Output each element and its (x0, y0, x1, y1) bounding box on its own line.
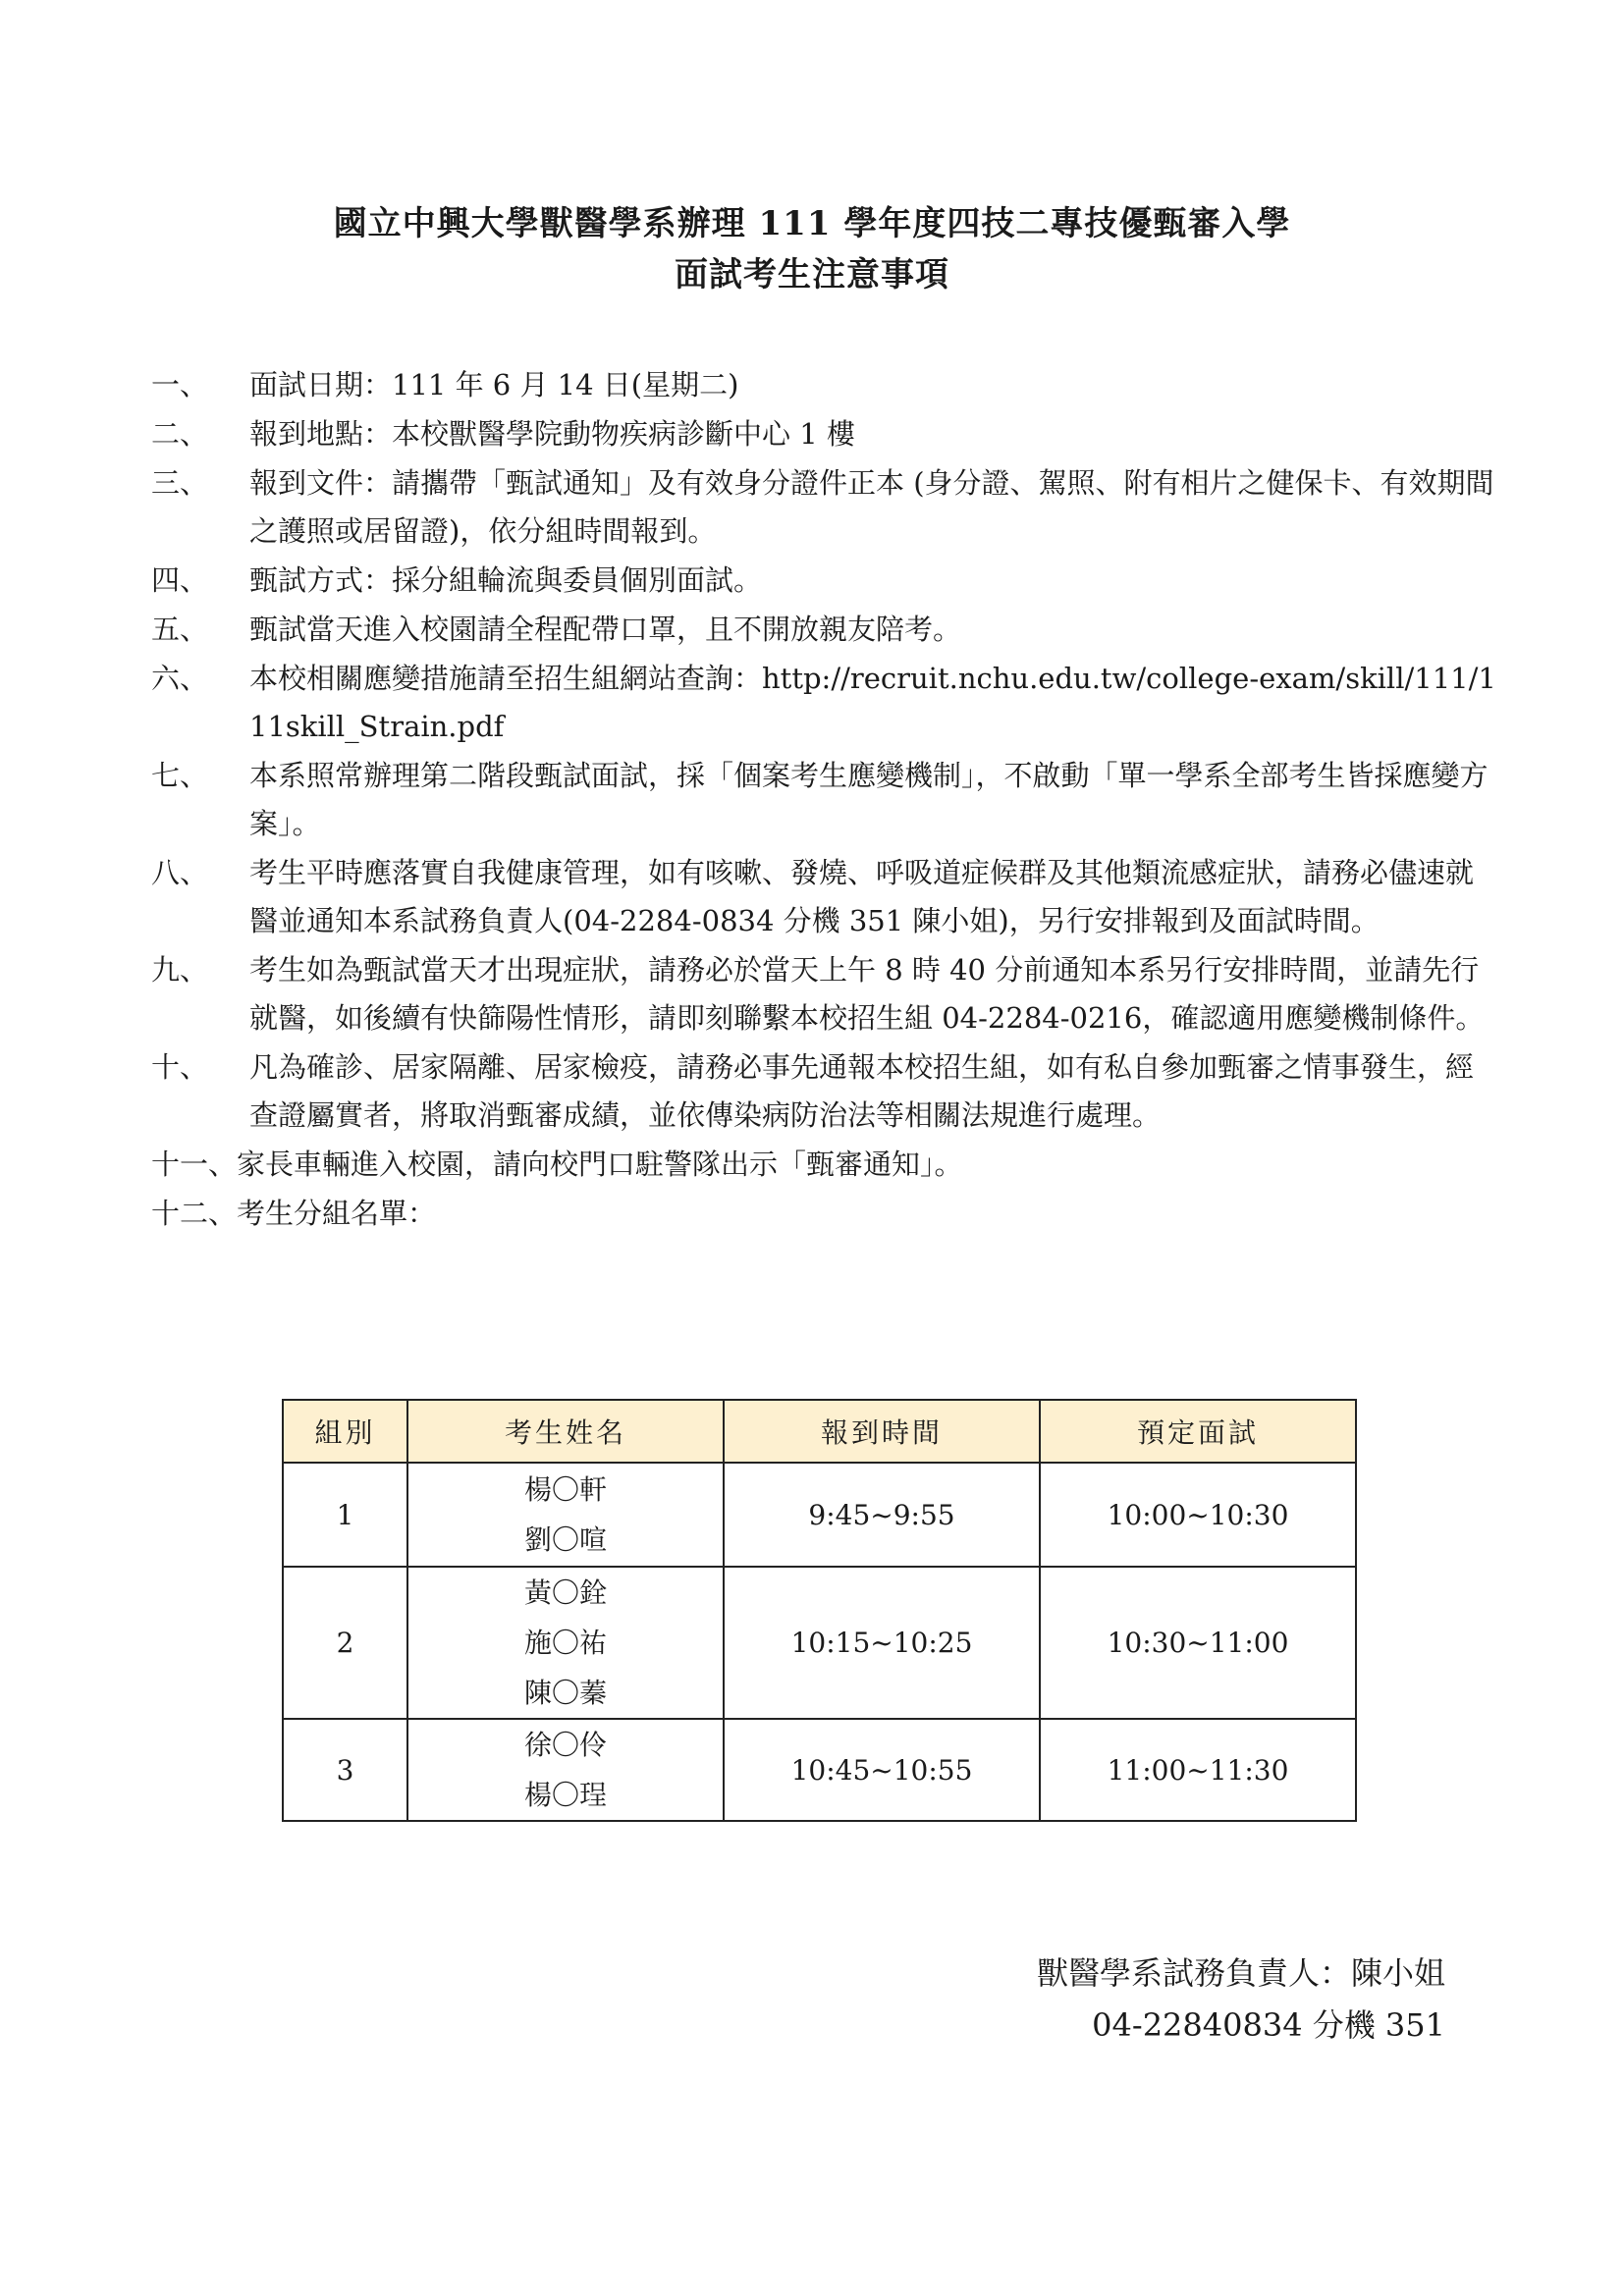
item-number: 二、 (151, 417, 209, 451)
header-names: 考生姓名 (407, 1400, 724, 1463)
cell-checkin: 9:45~9:55 (724, 1463, 1040, 1567)
item-text: 凡為確診、居家隔離、居家檢疫，請務必事先通報本校招生組，如有私自參加甄審之情事發生，經查證屬實者，將取消甄審成績，並依傳染病防治法等相關法規進行處理。 (249, 1050, 1475, 1132)
cell-group: 3 (283, 1719, 407, 1821)
item-text: 甄試當天進入校園請全程配帶口罩，且不開放親友陪考。 (249, 613, 962, 646)
notice-item (151, 655, 1496, 751)
item-number: 九、 (151, 953, 209, 987)
notice-item (151, 410, 1496, 458)
item-text: 甄試方式：採分組輪流與委員個別面試。 (249, 563, 763, 597)
header-checkin-time: 報到時間 (724, 1400, 1040, 1463)
notice-item (151, 946, 1496, 1042)
item-text: 報到地點：本校獸醫學院動物疾病診斷中心 1 樓 (249, 417, 855, 451)
notice-list (151, 361, 1496, 1239)
item-number: 三、 (151, 466, 209, 500)
group-table (282, 1399, 1357, 1822)
item-text: 考生平時應落實自我健康管理，如有咳嗽、發燒、呼吸道症候群及其他類流感症狀，請務必儘速就醫並通知本系試務負責人(04-2284-0834 分機 351 陳小姐)，另行安排報到及面試時間。 (249, 856, 1475, 937)
table-row (283, 1719, 1356, 1821)
cell-checkin: 10:15~10:25 (724, 1567, 1040, 1719)
cell-names (407, 1567, 724, 1719)
candidate-name: 劉〇喧 (523, 1523, 607, 1556)
contact-phone: 04-22840834 分機 351 (1092, 2006, 1445, 2044)
candidate-name: 楊〇軒 (523, 1473, 607, 1506)
item-number: 十、 (151, 1050, 209, 1084)
item-text: 考生如為甄試當天才出現症狀，請務必於當天上午 8 時 40 分前通知本系另行安排時間，並請先行就醫，如後續有快篩陽性情形，請即刻聯繫本校招生組 04-2284-0216，確認適用應變機制條件。 (249, 953, 1485, 1035)
header-interview-time: 預定面試 (1040, 1400, 1356, 1463)
item-number: 十二、 (151, 1197, 238, 1230)
cell-group: 2 (283, 1567, 407, 1719)
notice-item (151, 1141, 1496, 1189)
candidate-name: 楊〇珵 (523, 1779, 607, 1811)
item-text: 家長車輛進入校園，請向校門口駐警隊出示「甄審通知」。 (237, 1148, 963, 1181)
item-text: 考生分組名單： (237, 1197, 437, 1230)
candidate-name: 徐〇伶 (523, 1729, 607, 1761)
item-number: 五、 (151, 613, 209, 646)
group-table-wrapper (282, 1399, 1357, 1822)
cell-names (407, 1719, 724, 1821)
notice-item (151, 752, 1496, 848)
item-number: 四、 (151, 563, 209, 597)
document-subtitle: 面試考生注意事項 (675, 255, 949, 294)
item-text: 本系照常辦理第二階段甄試面試，採「個案考生應變機制」，不啟動「單一學系全部考生皆採應變方案」。 (249, 759, 1489, 840)
contact-person: 獸醫學系試務負責人：陳小姐 (1036, 1954, 1445, 1992)
notice-item (151, 459, 1496, 556)
table-header-row (283, 1400, 1356, 1463)
table-row (283, 1463, 1356, 1567)
document-title: 國立中興大學獸醫學系辦理 111 學年度四技二專技優甄審入學 (333, 204, 1291, 243)
item-number: 八、 (151, 856, 209, 889)
notice-item (151, 606, 1496, 654)
header-group: 組別 (283, 1400, 407, 1463)
item-text: 報到文件：請攜帶「甄試通知」及有效身分證件正本 (身分證、駕照、附有相片之健保卡、有效期間之護照或居留證)，依分組時間報到。 (249, 466, 1494, 548)
candidate-name: 陳〇蓁 (523, 1677, 607, 1709)
item-text: 本校相關應變措施請至招生組網站查詢：http://recruit.nchu.edu.tw/college-exam/skill/111/111skill_Strain.pdf (249, 662, 1496, 743)
notice-item (151, 1043, 1496, 1140)
table-row (283, 1567, 1356, 1719)
notice-item (151, 361, 1496, 409)
notice-item (151, 557, 1496, 605)
item-text: 面試日期：111 年 6 月 14 日(星期二) (249, 368, 739, 401)
candidate-name: 施〇祐 (523, 1627, 607, 1659)
notice-item (151, 849, 1496, 945)
item-number: 十一、 (151, 1148, 238, 1181)
cell-group: 1 (283, 1463, 407, 1567)
item-number: 七、 (151, 759, 209, 792)
cell-interview: 10:00~10:30 (1040, 1463, 1356, 1567)
cell-interview: 10:30~11:00 (1040, 1567, 1356, 1719)
cell-interview: 11:00~11:30 (1040, 1719, 1356, 1821)
item-number: 一、 (151, 368, 209, 401)
candidate-name: 黃〇銓 (523, 1576, 607, 1609)
cell-names (407, 1463, 724, 1567)
item-number: 六、 (151, 662, 209, 695)
notice-item (151, 1190, 1496, 1238)
cell-checkin: 10:45~10:55 (724, 1719, 1040, 1821)
